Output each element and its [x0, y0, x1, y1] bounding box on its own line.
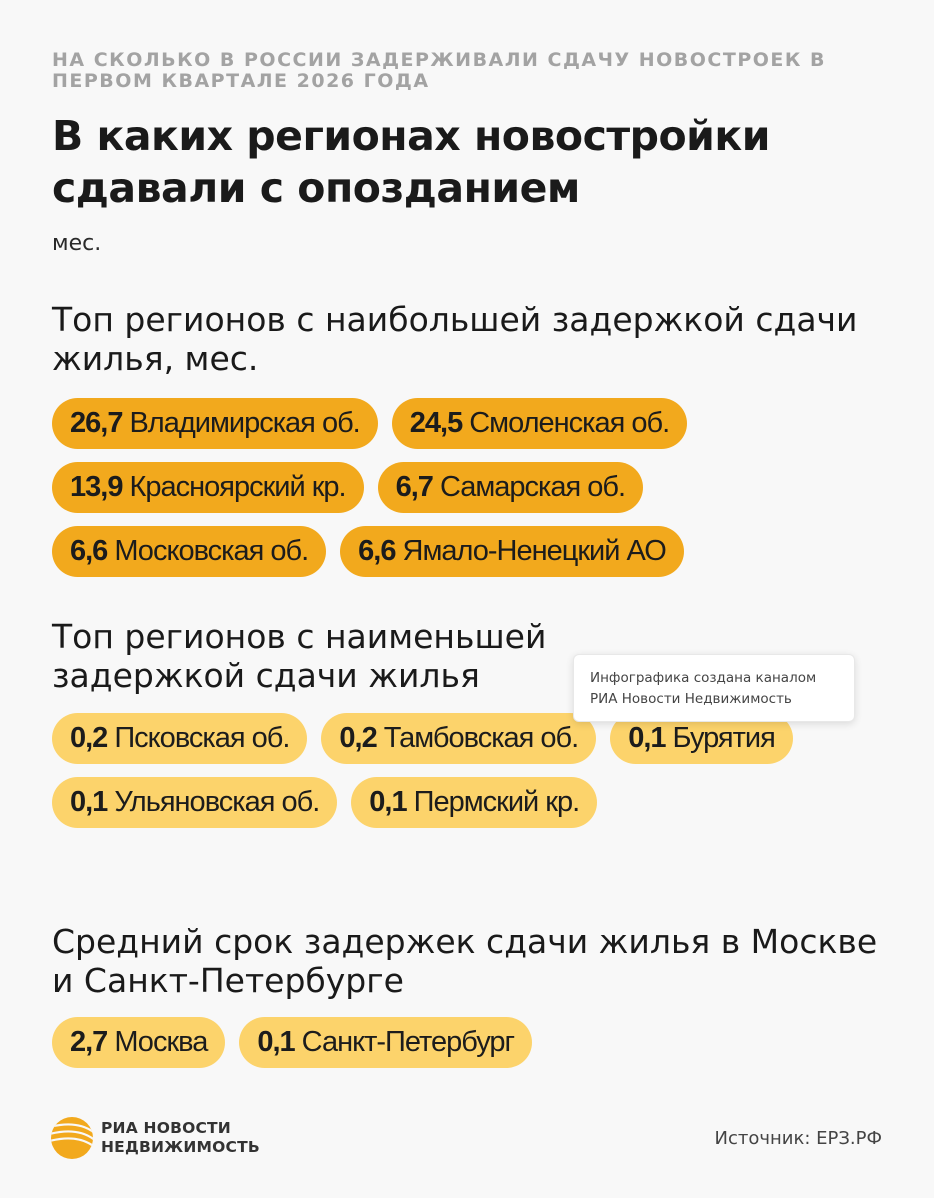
- pill-value: 26,7: [70, 407, 123, 439]
- pill-region: Московская об.: [114, 535, 309, 567]
- pill-group-least-delay: [52, 713, 882, 828]
- pill-region: Бурятия: [672, 722, 775, 754]
- region-pill: [52, 713, 307, 764]
- unit-label: мес.: [52, 231, 102, 256]
- pill-region: Смоленская об.: [469, 407, 670, 439]
- pill-value: 0,2: [339, 722, 377, 754]
- region-pill: [351, 777, 597, 828]
- pill-value: 0,1: [70, 786, 108, 818]
- pill-region: Красноярский кр.: [129, 471, 346, 503]
- pill-value: 6,6: [358, 535, 396, 567]
- pill-group-cities: [52, 1017, 882, 1068]
- region-pill: [52, 526, 326, 577]
- region-pill: [392, 398, 687, 449]
- pill-region: Ульяновская об.: [114, 786, 320, 818]
- page-title: В каких регионах новостройки сдавали с опозданием: [52, 112, 770, 212]
- region-pill: [52, 462, 364, 513]
- brand-name: [101, 1119, 260, 1157]
- region-pill: [321, 713, 596, 764]
- pill-region: Псковская об.: [114, 722, 290, 754]
- source-label: Источник: ЕРЗ.РФ: [714, 1128, 882, 1149]
- ria-sun-logo-icon: [50, 1116, 94, 1160]
- pill-region: Владимирская об.: [129, 407, 360, 439]
- pill-value: 2,7: [70, 1026, 108, 1058]
- pill-value: 0,1: [628, 722, 666, 754]
- kicker-text: НА СКОЛЬКО В РОССИИ ЗАДЕРЖИВАЛИ СДАЧУ НОВОСТРОЕК В ПЕРВОМ КВАРТАЛЕ 2026 ГОДА: [52, 49, 827, 92]
- section-title-top-delay: Топ регионов с наибольшей задержкой сдачи жилья, мес.: [52, 300, 858, 378]
- pill-value: 24,5: [409, 407, 463, 439]
- region-pill: [378, 462, 643, 513]
- section-title-least-delay: Топ регионов с наименьшей задержкой сдачи жилья: [52, 617, 547, 695]
- brand-line-1: РИА НОВОСТИ: [101, 1119, 231, 1137]
- region-pill: [340, 526, 684, 577]
- region-pill: [52, 777, 337, 828]
- pill-region: Москва: [114, 1026, 208, 1058]
- tooltip-line-1: Инфографика создана каналом: [590, 670, 817, 686]
- pill-region: Санкт-Петербург: [301, 1026, 515, 1058]
- city-pill: [52, 1017, 225, 1068]
- pill-value: 13,9: [70, 471, 123, 503]
- brand-line-2: НЕДВИЖИМОСТЬ: [101, 1138, 260, 1156]
- pill-value: 6,6: [70, 535, 108, 567]
- pill-value: 6,7: [395, 471, 433, 503]
- pill-value: 0,2: [70, 722, 108, 754]
- pill-region: Самарская об.: [439, 471, 626, 503]
- region-pill: [52, 398, 378, 449]
- city-pill: [239, 1017, 532, 1068]
- pill-region: Тамбовская об.: [383, 722, 579, 754]
- pill-value: 0,1: [257, 1026, 295, 1058]
- channel-tooltip: [573, 654, 855, 722]
- pill-region: Пермский кр.: [413, 786, 580, 818]
- tooltip-line-2: РИА Новости Недвижимость: [590, 691, 792, 707]
- pill-region: Ямало-Ненецкий АО: [402, 535, 666, 567]
- pill-group-top-delay: [52, 398, 882, 577]
- pill-value: 0,1: [369, 786, 407, 818]
- section-title-cities: Средний срок задержек сдачи жилья в Москве и Санкт-Петербурге: [52, 922, 878, 1000]
